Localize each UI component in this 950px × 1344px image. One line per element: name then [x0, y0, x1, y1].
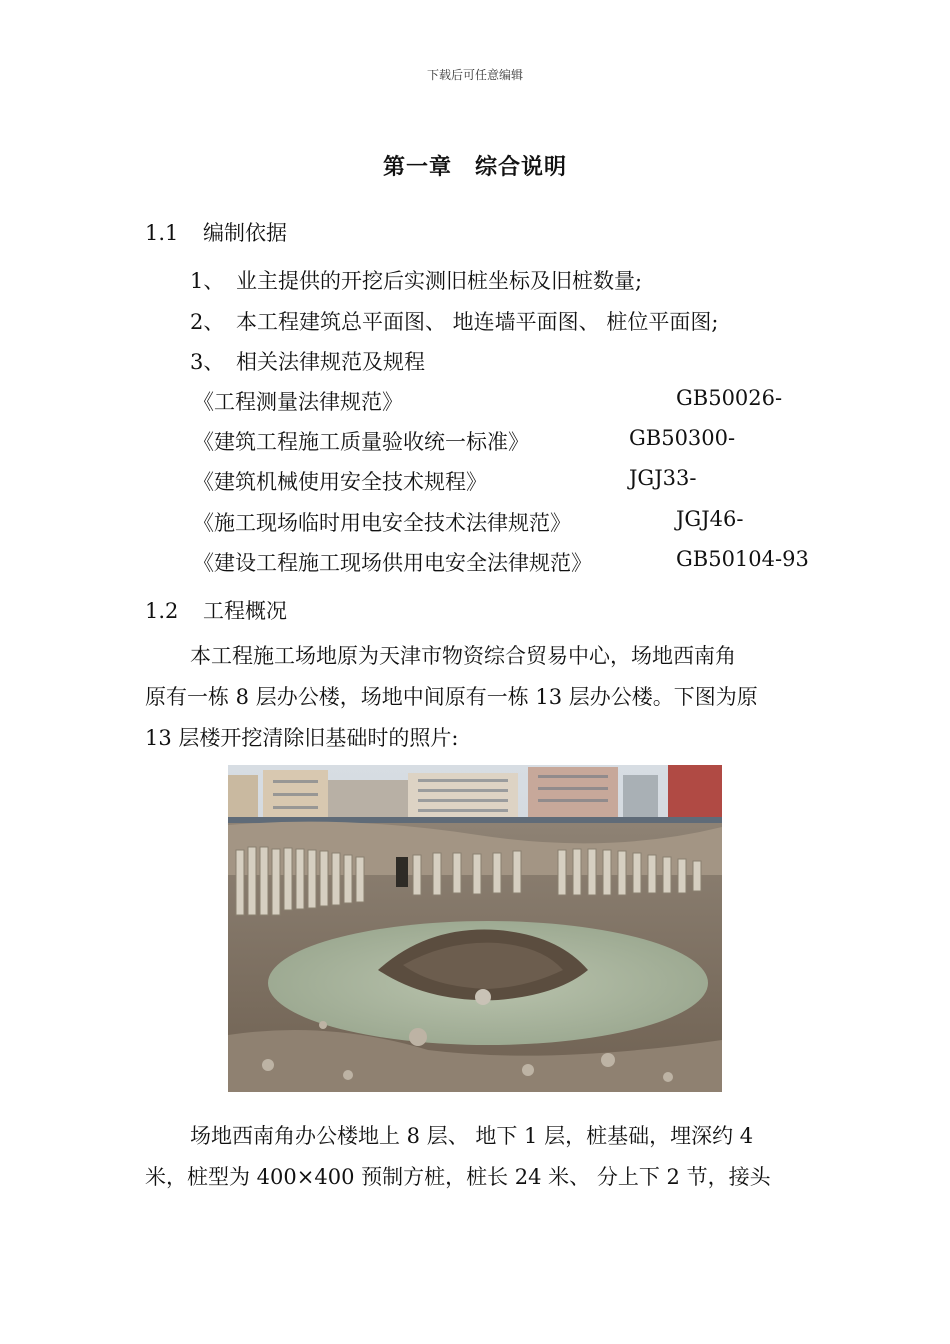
standard-code: JGJ46- [676, 507, 744, 531]
list-item-number: 1、 [190, 269, 225, 293]
section-heading-1-1 [145, 217, 287, 247]
paragraph-line: 原有一栋 8 层办公楼，场地中间原有一栋 13 层办公楼。下图为原 [145, 685, 758, 709]
standard-name: 《建筑机械使用安全技术规程》 [193, 470, 487, 494]
standard-code: GB50300- [629, 426, 736, 450]
list-item-number: 3、 [190, 350, 225, 374]
page-header: 下载后可任意编辑 [426, 68, 523, 82]
section-title: 工程概况 [203, 599, 287, 623]
section-heading-1-2 [145, 595, 287, 625]
list-item-number: 2、 [190, 310, 225, 334]
paragraph-line: 场地西南角办公楼地上 8 层、 地下 1 层，桩基础，埋深约 4 [190, 1124, 754, 1148]
list-item-text: 相关法律规范及规程 [236, 350, 425, 374]
list-item-text: 业主提供的开挖后实测旧桩坐标及旧桩数量; [236, 269, 643, 293]
paragraph-line: 米，桩型为 400×400 预制方桩，桩长 24 米、 分上下 2 节，接头 [145, 1165, 771, 1189]
list-item-text: 本工程建筑总平面图、 地连墙平面图、 桩位平面图; [236, 310, 719, 334]
standard-name: 《建设工程施工现场供用电安全法律规范》 [193, 551, 592, 575]
standard-code: GB50026- [676, 386, 783, 410]
paragraph-line: 本工程施工场地原为天津市物资综合贸易中心，场地西南角 [190, 644, 736, 668]
list-item [190, 265, 642, 295]
chapter-title: 第一章 综合说明 [382, 155, 567, 180]
excavation-site-photo [228, 765, 722, 1092]
list-item [190, 306, 718, 336]
standard-code: GB50104-93 [676, 547, 809, 571]
section-number: 1.1 [145, 221, 179, 245]
section-number: 1.2 [145, 599, 179, 623]
standard-name: 《施工现场临时用电安全技术法律规范》 [193, 511, 571, 535]
standard-name: 《工程测量法律规范》 [193, 390, 403, 414]
photo-illustration [228, 765, 722, 1092]
paragraph-line: 13 层楼开挖清除旧基础时的照片: [145, 726, 459, 750]
standard-code: JGJ33- [629, 466, 697, 490]
standard-name: 《建筑工程施工质量验收统一标准》 [193, 430, 529, 454]
list-item [190, 346, 425, 376]
section-title: 编制依据 [203, 221, 287, 245]
